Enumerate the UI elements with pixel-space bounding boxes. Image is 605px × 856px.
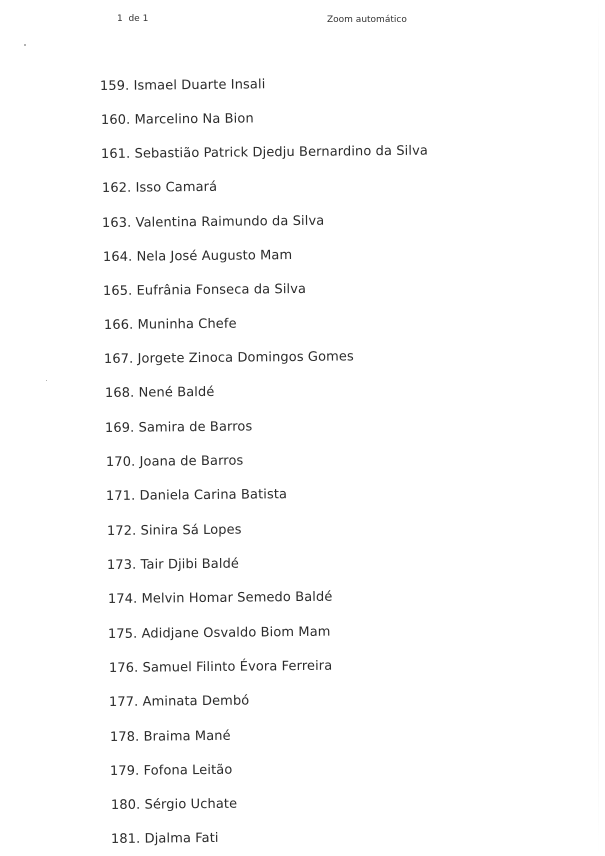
- list-item: 162. Isso Camará: [101, 179, 218, 196]
- list-item: 178. Braima Mané: [109, 728, 231, 745]
- list-item: 172. Sinira Sá Lopes: [106, 522, 242, 539]
- list-item: 181. Djalma Fati: [110, 830, 219, 847]
- list-item: 168. Nené Baldé: [104, 384, 215, 401]
- list-item: 166. Muninha Chefe: [103, 316, 237, 333]
- list-item: 161. Sebastião Patrick Djedju Bernardino da Silva: [100, 143, 429, 162]
- list-item: 173. Tair Djibi Baldé: [106, 556, 240, 573]
- list-item: 180. Sérgio Uchate: [110, 796, 238, 813]
- page-counter[interactable]: [117, 14, 148, 24]
- scan-speck: [24, 44, 26, 46]
- list-item: 174. Melvin Homar Semedo Baldé: [107, 589, 333, 607]
- list-item: 177. Aminata Dembó: [108, 693, 250, 710]
- page-edge: [598, 0, 599, 856]
- list-item: 160. Marcelino Na Bion: [100, 111, 254, 128]
- page-number[interactable]: 1: [117, 14, 123, 24]
- list-item: 171. Daniela Carina Batista: [105, 487, 288, 504]
- list-item: 159. Ismael Duarte Insali: [99, 77, 266, 94]
- list-item: 169. Samira de Barros: [104, 419, 253, 436]
- list-item: 165. Eufrânia Fonseca da Silva: [102, 281, 307, 299]
- list-item: 164. Nela José Augusto Mam: [102, 248, 293, 265]
- page-of-label: de: [128, 14, 140, 24]
- list-item: 163. Valentina Raimundo da Silva: [101, 213, 325, 231]
- page-total: 1: [142, 14, 149, 24]
- list-item: 170. Joana de Barros: [105, 453, 244, 470]
- list-item: 175. Adidjane Osvaldo Biom Mam: [107, 624, 331, 642]
- list-item: 167. Jorgete Zinoca Domingos Gomes: [103, 349, 354, 367]
- list-item: 179. Fofona Leitão: [109, 762, 233, 779]
- zoom-select[interactable]: Zoom automático: [327, 15, 407, 25]
- list-item: 176. Samuel Filinto Évora Ferreira: [108, 658, 333, 676]
- viewer-toolbar: [0, 12, 605, 32]
- scan-speck: [46, 380, 47, 381]
